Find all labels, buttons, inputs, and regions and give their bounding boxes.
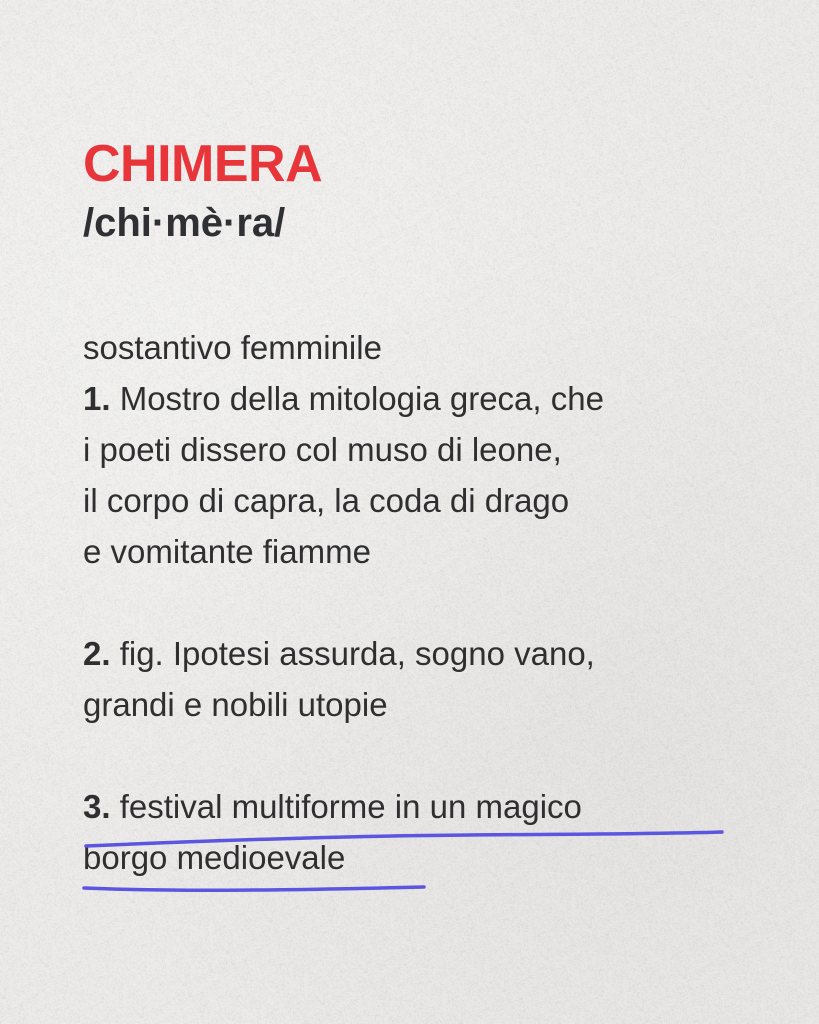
sense-text: Mostro della mitologia greca, che <box>119 380 604 417</box>
sense-line <box>83 628 763 679</box>
sense-1 <box>83 373 763 577</box>
sense-line: il corpo di capra, la coda di drago <box>83 482 570 519</box>
sense-text: fig. Ipotesi assurda, sogno vano, <box>119 635 595 672</box>
headword: CHIMERA <box>83 135 323 193</box>
sense-number: 3. <box>83 788 111 825</box>
sense-line: i poeti dissero col muso di leone, <box>83 431 562 468</box>
sense-3 <box>83 781 763 883</box>
sense-number: 2. <box>83 635 111 672</box>
definition-block <box>83 322 763 883</box>
sense-text: festival multiforme in un magico <box>119 788 582 825</box>
spacer <box>83 577 763 628</box>
sense-2 <box>83 628 763 730</box>
sense-line <box>83 781 763 832</box>
pronunciation: /chi·mè·ra/ <box>83 201 286 245</box>
sense-line: grandi e nobili utopie <box>83 686 388 723</box>
part-of-speech: sostantivo femminile <box>83 329 382 366</box>
sense-line: borgo medioevale <box>83 839 346 876</box>
dictionary-entry <box>83 132 763 883</box>
sense-line: e vomitante fiamme <box>83 533 371 570</box>
sense-line <box>83 373 763 424</box>
sense-number: 1. <box>83 380 111 417</box>
spacer <box>83 730 763 781</box>
